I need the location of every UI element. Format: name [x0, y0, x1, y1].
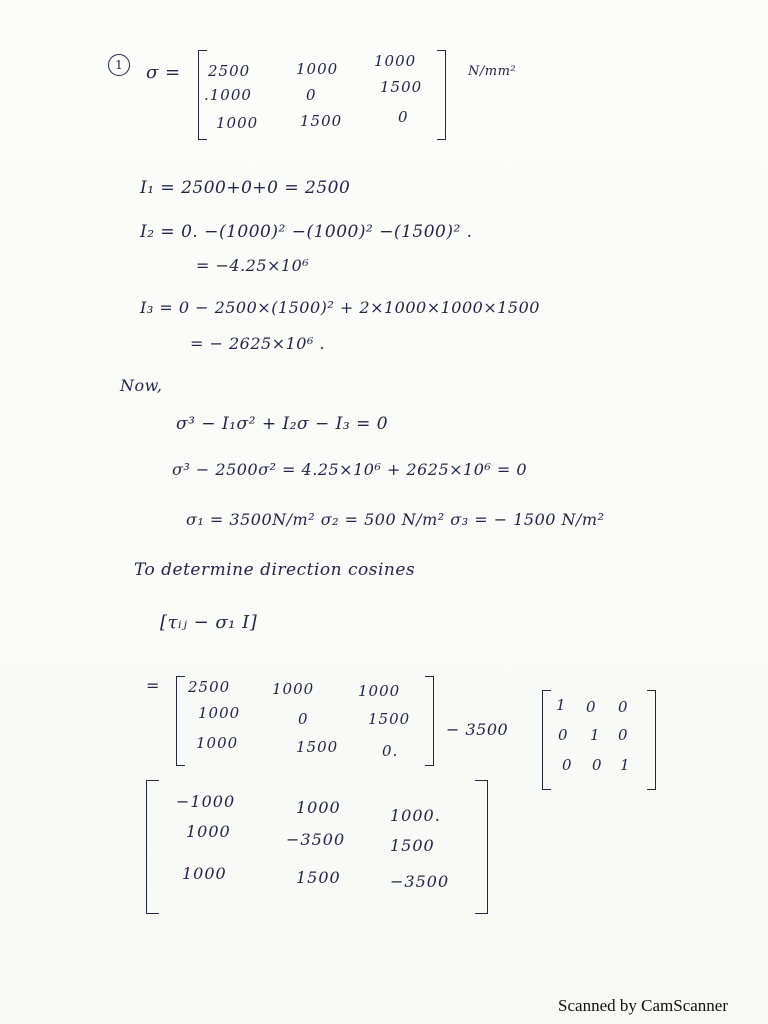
- matrix-cell: 1000: [296, 60, 339, 78]
- equals-sign: =: [146, 676, 160, 695]
- matrix-cell: 0: [398, 108, 409, 126]
- matrix-cell: 0: [306, 86, 317, 104]
- matrix-cell: 0: [298, 710, 309, 728]
- substituted-equation: σ³ − 2500σ² = 4.25×10⁶ + 2625×10⁶ = 0: [172, 460, 528, 479]
- scanner-watermark: Scanned by CamScanner: [558, 996, 728, 1015]
- matrix-cell: 0: [562, 756, 573, 774]
- left-bracket: [146, 780, 159, 914]
- matrix-cell: 2500: [188, 678, 231, 696]
- matrix-cell: .1000: [204, 86, 252, 104]
- matrix-cell: 1500: [368, 710, 411, 728]
- matrix-cell: −3500: [286, 830, 346, 849]
- matrix-cell: 0: [618, 698, 629, 716]
- right-bracket: [437, 50, 446, 140]
- right-bracket: [425, 676, 434, 766]
- matrix-cell: 2500: [208, 62, 251, 80]
- matrix-cell: 1: [556, 696, 567, 714]
- matrix-cell: 1000: [186, 822, 231, 841]
- minus-coefficient: − 3500: [446, 720, 509, 739]
- matrix-cell: 1000: [358, 682, 401, 700]
- tensor-expression: [τᵢⱼ − σ₁ I]: [160, 612, 258, 633]
- matrix-cell: 1500: [296, 738, 339, 756]
- left-bracket: [542, 690, 551, 790]
- stress-matrix: [198, 50, 446, 140]
- matrix-cell: 1000: [272, 680, 315, 698]
- principal-stresses: σ₁ = 3500N/m² σ₂ = 500 N/m² σ₃ = − 1500 N/m²: [186, 510, 605, 529]
- now-label: Now,: [120, 376, 163, 395]
- matrix-cell: 0: [592, 756, 603, 774]
- original-matrix: [176, 676, 434, 766]
- matrix-cell: 0: [618, 726, 629, 744]
- invariant-i2: I₂ = 0. −(1000)² −(1000)² −(1500)² .: [140, 222, 473, 242]
- invariant-i2-value: = −4.25×10⁶: [196, 256, 310, 275]
- right-bracket: [647, 690, 656, 790]
- matrix-cell: 1000: [196, 734, 239, 752]
- matrix-cell: 0: [586, 698, 597, 716]
- result-matrix: [146, 780, 488, 914]
- matrix-cell: −3500: [390, 872, 450, 891]
- invariant-i1: I₁ = 2500+0+0 = 2500: [140, 178, 351, 198]
- matrix-cell: 1000: [182, 864, 227, 883]
- direction-cosines-heading: To determine direction cosines: [134, 560, 416, 580]
- matrix-cell: 1500: [300, 112, 343, 130]
- matrix-cell: 1000: [216, 114, 259, 132]
- matrix-cell: 0: [558, 726, 569, 744]
- left-bracket: [176, 676, 185, 766]
- matrix-cell: 1500: [390, 836, 435, 855]
- right-bracket: [475, 780, 488, 914]
- matrix-cell: 1: [590, 726, 601, 744]
- characteristic-equation: σ³ − I₁σ² + I₂σ − I₃ = 0: [176, 414, 389, 434]
- identity-matrix: [542, 690, 656, 790]
- problem-number: 1: [108, 54, 130, 76]
- matrix-cell: 1000: [374, 52, 417, 70]
- matrix-cell: 1000: [198, 704, 241, 722]
- matrix-cell: 1000: [296, 798, 341, 817]
- stress-symbol: σ =: [146, 62, 181, 83]
- matrix-cell: 1000.: [390, 806, 441, 825]
- matrix-cell: −1000: [176, 792, 236, 811]
- invariant-i3: I₃ = 0 − 2500×(1500)² + 2×1000×1000×1500: [140, 298, 540, 317]
- matrix-cell: 0.: [382, 742, 399, 760]
- matrix-cell: 1: [620, 756, 631, 774]
- matrix-cell: 1500: [296, 868, 341, 887]
- invariant-i3-value: = − 2625×10⁶ .: [190, 334, 326, 353]
- matrix-cell: 1500: [380, 78, 423, 96]
- stress-unit: N/mm²: [468, 64, 517, 79]
